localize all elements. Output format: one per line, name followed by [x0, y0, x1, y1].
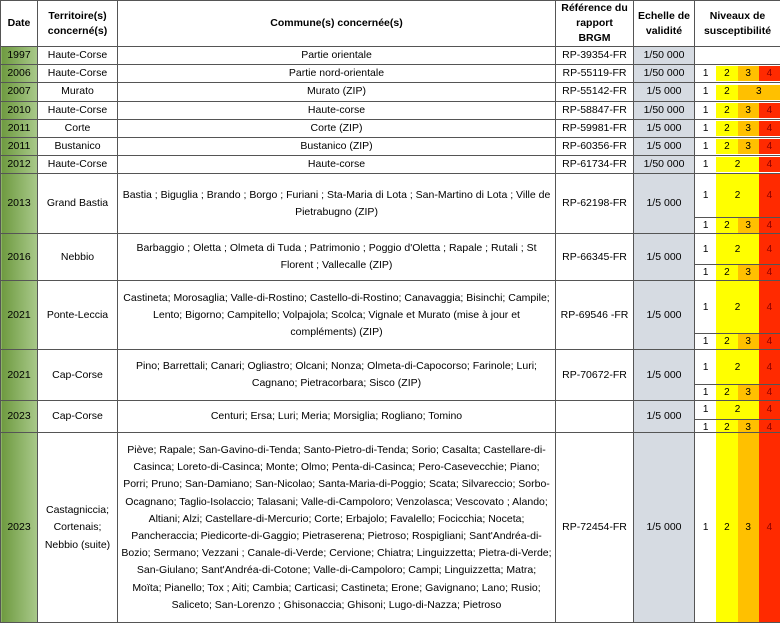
level-4: 4 — [759, 420, 780, 433]
row-commune: Centuri; Ersa; Luri; Meria; Morsiglia; Rogliano; Tomino — [118, 401, 556, 433]
row-territoire: Haute-Corse — [38, 101, 118, 119]
row-reference: RP-61734-FR — [556, 156, 634, 174]
level-1: 1 — [695, 174, 716, 217]
level-1: 1 — [695, 121, 716, 136]
level-3: 3 — [738, 433, 759, 622]
row-territoire: Haute-Corse — [38, 156, 118, 174]
level-4: 4 — [759, 157, 780, 172]
susceptibility-levels — [695, 138, 780, 156]
susceptibility-levels — [695, 119, 780, 137]
row-date: 2021 — [1, 281, 38, 350]
level-bar — [695, 350, 780, 400]
row-reference: RP-58847-FR — [556, 101, 634, 119]
row-date: 2023 — [1, 433, 38, 623]
row-date: 2016 — [1, 234, 38, 281]
table-row — [1, 83, 780, 101]
susceptibility-levels — [695, 83, 780, 101]
susceptibility-levels — [695, 433, 780, 623]
table-row — [1, 47, 780, 65]
level-3: 3 — [738, 385, 759, 400]
row-commune: Pino; Barrettali; Canari; Ogliastro; Olcani; Nonza; Olmeta-di-Capocorso; Farinole; Luri; Cagnano; Pietracorbara; Sisco (ZIP) — [118, 350, 556, 401]
level-1: 1 — [695, 85, 716, 100]
level-row-split — [695, 384, 780, 400]
row-echelle: 1/5 000 — [634, 174, 695, 234]
level-1: 1 — [695, 420, 716, 433]
row-territoire: Corte — [38, 119, 118, 137]
level-2: 2 — [716, 103, 737, 118]
level-3: 3 — [738, 218, 759, 233]
row-date: 2007 — [1, 83, 38, 101]
level-3: 3 — [738, 334, 759, 349]
row-echelle: 1/5 000 — [634, 83, 695, 101]
row-reference: RP-72454-FR — [556, 433, 634, 623]
table-row — [1, 433, 780, 623]
row-commune: Bastia ; Biguglia ; Brando ; Borgo ; Furiani ; Sta-Maria di Lota ; San-Martino di Lota ; Ville de Pietrabugno (ZIP) — [118, 174, 556, 234]
header-date: Date — [1, 1, 38, 47]
row-reference: RP-55119-FR — [556, 65, 634, 83]
level-3: 3 — [738, 66, 759, 81]
header-niveaux: Niveaux de susceptibilité — [695, 1, 780, 47]
level-2: 2 — [716, 401, 759, 418]
row-date: 2023 — [1, 401, 38, 433]
susceptibility-levels — [695, 47, 780, 65]
row-date: 2011 — [1, 119, 38, 137]
row-territoire: Grand Bastia — [38, 174, 118, 234]
level-4: 4 — [759, 218, 780, 233]
row-echelle: 1/50 000 — [634, 65, 695, 83]
row-echelle: 1/5 000 — [634, 234, 695, 281]
row-reference: RP-66345-FR — [556, 234, 634, 281]
level-4: 4 — [759, 350, 780, 384]
level-bar — [695, 157, 780, 172]
table-row — [1, 281, 780, 350]
level-2: 2 — [716, 334, 737, 349]
level-1: 1 — [695, 66, 716, 81]
susceptibility-levels — [695, 156, 780, 174]
level-1: 1 — [695, 103, 716, 118]
header-territoire: Territoire(s) concerné(s) — [38, 1, 118, 47]
row-echelle: 1/50 000 — [634, 101, 695, 119]
row-date: 2021 — [1, 350, 38, 401]
level-bar — [695, 281, 780, 349]
level-row-split — [695, 419, 780, 433]
level-1: 1 — [695, 350, 716, 384]
row-echelle: 1/5 000 — [634, 119, 695, 137]
table-row — [1, 174, 780, 234]
level-1: 1 — [695, 433, 716, 622]
level-3: 3 — [738, 420, 759, 433]
level-3: 3 — [738, 85, 780, 100]
level-3: 3 — [738, 139, 759, 154]
level-1: 1 — [695, 385, 716, 400]
table-row — [1, 101, 780, 119]
level-1: 1 — [695, 234, 716, 264]
row-echelle: 1/5 000 — [634, 433, 695, 623]
level-2: 2 — [716, 234, 759, 264]
level-4: 4 — [759, 234, 780, 264]
row-echelle: 1/50 000 — [634, 47, 695, 65]
level-2: 2 — [716, 420, 737, 433]
row-territoire: Haute-Corse — [38, 47, 118, 65]
row-echelle: 1/5 000 — [634, 350, 695, 401]
level-bar — [695, 401, 780, 432]
level-row-merged — [695, 174, 780, 217]
level-1: 1 — [695, 139, 716, 154]
row-territoire: Castagniccia; Cortenais; Nebbio (suite) — [38, 433, 118, 623]
level-row-merged — [695, 281, 780, 333]
row-territoire: Cap-Corse — [38, 401, 118, 433]
row-commune: Barbaggio ; Oletta ; Olmeta di Tuda ; Patrimonio ; Poggio d'Oletta ; Rapale ; Rutali ; St Florent ; Vallecalle (ZIP) — [118, 234, 556, 281]
row-reference: RP-59981-FR — [556, 119, 634, 137]
susceptibility-levels — [695, 350, 780, 401]
susceptibility-levels — [695, 401, 780, 433]
row-commune: Castineta; Morosaglia; Valle-di-Rostino; Castello-di-Rostino; Canavaggia; Bisinchi; Campile; Lento; Bigorno; Campitello; Volpajola; Scolca; Vignale et Murato (mise à jour et compléments) (ZIP) — [118, 281, 556, 350]
level-2: 2 — [716, 385, 737, 400]
header-echelle: Echelle de validité — [634, 1, 695, 47]
level-bar — [695, 234, 780, 280]
row-reference: RP-69546 -FR — [556, 281, 634, 350]
row-echelle: 1/5 000 — [634, 401, 695, 433]
header-reference: Référence du rapport BRGM — [556, 1, 634, 47]
level-2: 2 — [716, 281, 759, 333]
level-2: 2 — [716, 218, 737, 233]
table-row — [1, 350, 780, 401]
level-bar — [695, 85, 780, 100]
level-1: 1 — [695, 401, 716, 418]
level-row-merged — [695, 234, 780, 264]
level-bar — [695, 66, 780, 81]
table-row — [1, 65, 780, 83]
level-bar — [695, 433, 780, 622]
row-date: 2011 — [1, 138, 38, 156]
row-echelle: 1/5 000 — [634, 281, 695, 350]
susceptibility-levels — [695, 234, 780, 281]
level-3: 3 — [738, 103, 759, 118]
level-4: 4 — [759, 385, 780, 400]
row-reference — [556, 401, 634, 433]
level-row-split — [695, 217, 780, 233]
row-commune: Murato (ZIP) — [118, 83, 556, 101]
level-2: 2 — [716, 350, 759, 384]
level-2: 2 — [716, 433, 737, 622]
level-4: 4 — [759, 265, 780, 280]
table-row — [1, 401, 780, 433]
row-commune: Haute-corse — [118, 101, 556, 119]
row-reference: RP-60356-FR — [556, 138, 634, 156]
level-2: 2 — [716, 121, 737, 136]
level-bar — [695, 139, 780, 154]
susceptibility-levels — [695, 101, 780, 119]
level-4: 4 — [759, 281, 780, 333]
level-1: 1 — [695, 281, 716, 333]
row-echelle: 1/50 000 — [634, 156, 695, 174]
row-date: 2006 — [1, 65, 38, 83]
table-row — [1, 138, 780, 156]
row-date: 2013 — [1, 174, 38, 234]
level-3: 3 — [738, 121, 759, 136]
row-echelle: 1/5 000 — [634, 138, 695, 156]
level-row-merged — [695, 350, 780, 384]
level-2: 2 — [716, 66, 737, 81]
table-row — [1, 234, 780, 281]
row-commune: Haute-corse — [118, 156, 556, 174]
level-4: 4 — [759, 139, 780, 154]
level-4: 4 — [759, 66, 780, 81]
row-commune: Partie nord-orientale — [118, 65, 556, 83]
level-bar — [695, 103, 780, 118]
row-territoire: Bustanico — [38, 138, 118, 156]
level-4: 4 — [759, 174, 780, 217]
level-2: 2 — [716, 157, 759, 172]
row-date: 2010 — [1, 101, 38, 119]
level-row-split — [695, 333, 780, 349]
susceptibility-levels — [695, 174, 780, 234]
row-territoire: Murato — [38, 83, 118, 101]
table-row — [1, 156, 780, 174]
level-bar — [695, 174, 780, 233]
level-1: 1 — [695, 334, 716, 349]
level-1: 1 — [695, 218, 716, 233]
level-2: 2 — [716, 174, 759, 217]
row-reference: RP-55142-FR — [556, 83, 634, 101]
row-commune: Bustanico (ZIP) — [118, 138, 556, 156]
row-reference: RP-39354-FR — [556, 47, 634, 65]
level-row-merged — [695, 401, 780, 418]
level-4: 4 — [759, 433, 780, 622]
row-territoire: Cap-Corse — [38, 350, 118, 401]
row-date: 2012 — [1, 156, 38, 174]
level-4: 4 — [759, 401, 780, 418]
level-1: 1 — [695, 157, 716, 172]
level-1: 1 — [695, 265, 716, 280]
row-commune: Partie orientale — [118, 47, 556, 65]
level-4: 4 — [759, 103, 780, 118]
level-2: 2 — [716, 265, 737, 280]
level-2: 2 — [716, 139, 737, 154]
row-commune: Corte (ZIP) — [118, 119, 556, 137]
level-3: 3 — [738, 265, 759, 280]
susceptibility-levels — [695, 281, 780, 350]
header-commune: Commune(s) concernée(s) — [118, 1, 556, 47]
level-2: 2 — [716, 85, 737, 100]
level-4: 4 — [759, 334, 780, 349]
row-territoire: Nebbio — [38, 234, 118, 281]
row-date: 1997 — [1, 47, 38, 65]
row-territoire: Ponte-Leccia — [38, 281, 118, 350]
row-reference: RP-70672-FR — [556, 350, 634, 401]
row-commune: Piève; Rapale; San-Gavino-di-Tenda; Santo-Pietro-di-Tenda; Sorio; Casalta; Castellare-di-Casinca; Loreto-di-Casinca; Monte; Olmo; Penta-di-Casinca; Pero-Casevecchie; Piano; Porri; Pruno; San-Damiano; San-Nicolao; Santa-Maria-di-Poggio; Scata; Silvareccio; Sorbo-Ocagnano; Taglio-Isolaccio; Talasani; Valle-di-Campoloro; Venzolasca; Vescovato ; Alando; Altiani; Alzi; Castellare-di-Mercurio; Corte; Erbajolo; Favalello; Focicchia; Noceta; Pancheraccia; Piedicorte-di-Gaggio; Pietraserena; Pietroso; Rospigliani; Sant'Andréa-di-Bozio; Sermano; Vezzani ; Canale-di-Verde; Cervione; Chiatra; Linguizzetta; Pietra-di-Verde; San-Giulano; Sant'Andréa-di-Cotone; Valle-di-Campoloro; Campi; Linguizzetta; Matra; Moïta; Pianello; Tox ; Aiti; Cambia; Carticasi; Castineta; Erone; Gavignano; Lano; Rusio; Saliceto; San-Lorenzo ; Ghisonaccia; Ghisoni; Lugo-di-Nazza; Pietroso — [118, 433, 556, 623]
level-row-split — [695, 264, 780, 280]
level-4: 4 — [759, 121, 780, 136]
level-bar — [695, 121, 780, 136]
table-row — [1, 119, 780, 137]
susceptibility-levels — [695, 65, 780, 83]
row-reference: RP-62198-FR — [556, 174, 634, 234]
row-territoire: Haute-Corse — [38, 65, 118, 83]
